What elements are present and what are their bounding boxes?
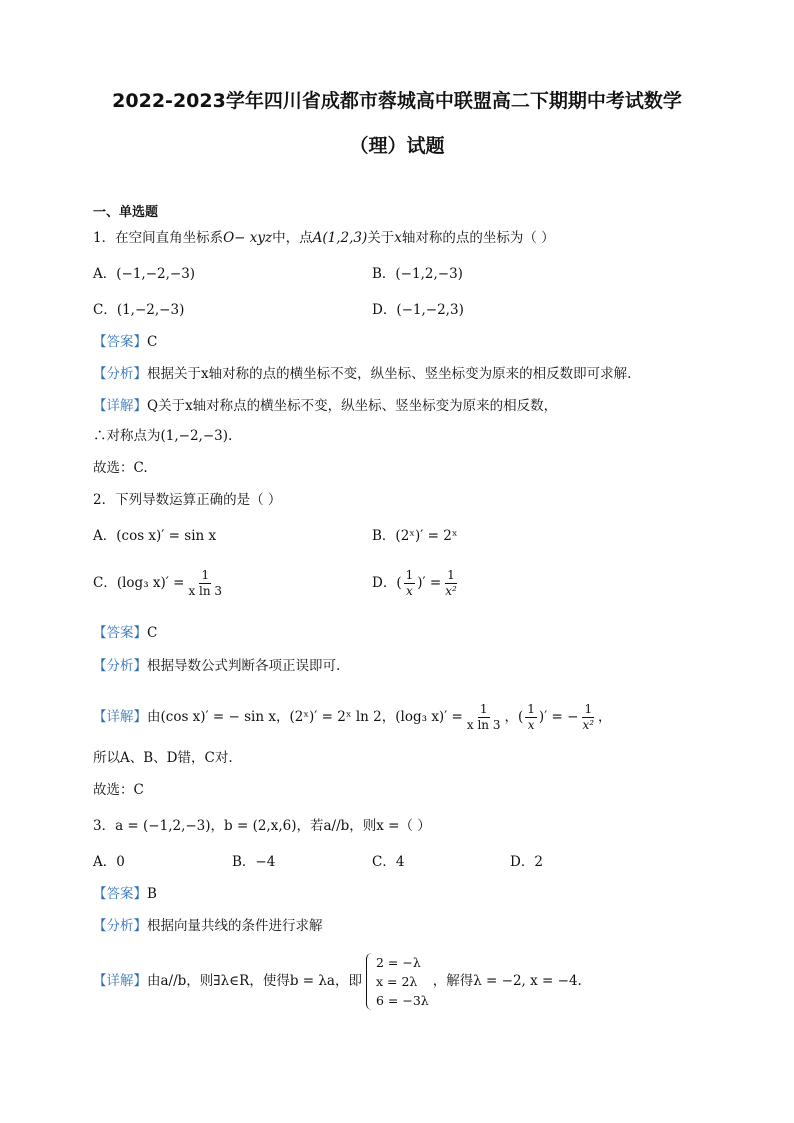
q1-choose: 故选：C. <box>93 460 148 476</box>
q1-stem-text4: 轴对称的点的坐标为（ ） <box>401 230 555 246</box>
q3-detail-result: ，解得λ = −2, x = −4. <box>432 973 582 989</box>
q2-detail: 【详解】由(cos x)′ = − sin x，(2ˣ)′ = 2ˣ ln 2，(log₃ x)′ = $\frac{1}{\text{x ln 3}}$ ，( $\frac{1}{x}$ )′ = − $\frac{1}{\text{x²}}$ ， <box>93 702 612 732</box>
q1-answer <box>93 332 157 352</box>
q3-equation-system <box>366 953 429 1010</box>
q2-answer <box>93 623 157 643</box>
detail-tag: 【详解】 <box>93 398 147 414</box>
system-row-1: 2 = −λ <box>375 955 421 970</box>
fraction-numerator: 1 <box>479 702 488 716</box>
q2-option-b-label: B． <box>372 528 396 544</box>
fraction-denominator: x² <box>582 718 595 732</box>
q2-option-c-formula: (log₃ x)′ = <box>116 575 185 591</box>
q2-detail-formula: ′ = − <box>544 709 579 725</box>
q3-answer <box>93 884 157 904</box>
q1-option-c: C．(1,−2,−3) <box>93 302 185 318</box>
q3-option-b: B．−4 <box>232 854 276 870</box>
fraction-numerator: 1 <box>584 702 593 716</box>
q3-option-d: D．2 <box>510 854 543 870</box>
q2-detail-text: 由(cos x)′ = − sin x，(2ˣ)′ = 2ˣ ln 2，(log₃ x)′ = <box>147 709 463 725</box>
fraction-numerator: 1 <box>201 568 210 582</box>
q1-stem-text2: 中，点 <box>272 230 313 246</box>
q2-analysis-text: 根据导数公式判断各项正误即可. <box>147 658 341 674</box>
q1-axis: x <box>394 230 402 246</box>
q2-option-a-formula: (cos x)′ = sin x <box>116 528 217 544</box>
answer-tag: 【答案】 <box>93 886 147 902</box>
q1-point: A(1,2,3) <box>312 230 368 246</box>
q3-answer-value: B <box>147 886 157 902</box>
detail-tag: 【详解】 <box>93 973 147 989</box>
q2-detail-end: ， <box>598 709 612 725</box>
q3-option-a: A．0 <box>93 854 125 870</box>
fraction-numerator: 1 <box>447 568 455 582</box>
brace-symbol <box>366 953 375 1010</box>
q1-analysis-text: 根据关于x轴对称的点的横坐标不变，纵坐标、竖坐标变为原来的相反数即可求解. <box>147 366 632 382</box>
section-heading: 一、单选题 <box>93 205 159 220</box>
q2-choose: 故选：C <box>93 782 144 798</box>
answer-tag: 【答案】 <box>93 334 147 350</box>
q2-option-c-fraction <box>186 568 224 599</box>
q2-conclusion: 所以A、B、D错，C对. <box>93 750 233 766</box>
q1-stem-text3: 关于 <box>367 230 395 246</box>
fraction-numerator: 1 <box>527 702 535 716</box>
q2-option-d-fraction1 <box>404 568 416 599</box>
q2-option-c-label: C． <box>93 575 117 591</box>
q1-option-b: B．(−1,2,−3) <box>372 266 463 282</box>
q1-stem <box>93 228 555 248</box>
system-row-2: x = 2λ <box>375 974 418 989</box>
q3-option-c: C．4 <box>372 854 405 870</box>
fraction-denominator: x ln 3 <box>188 584 223 598</box>
q2-option-d: D．( $\frac{1}{x}$ )′ = $\frac{1}{\text{x²}}$ <box>372 568 457 598</box>
q2-detail-fraction2 <box>525 702 537 733</box>
q2-detail-fraction1 <box>465 702 503 733</box>
q3-stem: 3．a = (−1,2,−3)，b = (2,x,6)，若a//b，则x =（ ） <box>93 818 431 834</box>
fraction-numerator: 1 <box>405 568 414 582</box>
q1-option-d: D．(−1,−2,3) <box>372 302 464 318</box>
q2-detail-sep: ， <box>504 709 518 725</box>
q1-option-a: A．(−1,−2,−3) <box>93 266 196 282</box>
q2-option-a-label: A． <box>93 528 117 544</box>
q1-detail-text1: Q关于x轴对称点的横坐标不变，纵坐标、竖坐标变为原来的相反数， <box>147 398 558 414</box>
analysis-tag: 【分析】 <box>93 658 147 674</box>
q1-stem-text: 1．在空间直角坐标系 <box>93 230 224 246</box>
fraction-denominator: x ln 3 <box>466 718 501 732</box>
q2-option-b-formula: (2ˣ)′ = 2ˣ <box>395 528 458 544</box>
q2-detail-fraction3 <box>580 702 596 733</box>
q1-answer-value: C <box>147 334 158 350</box>
q2-option-c <box>93 568 226 599</box>
q3-analysis <box>93 916 323 936</box>
fraction-denominator: x <box>406 584 413 598</box>
q3-analysis-text: 根据向量共线的条件进行求解 <box>147 918 323 934</box>
q1-coord-system: O− xyz <box>223 230 273 246</box>
q2-option-d-formula: ′ = <box>422 575 442 591</box>
fraction-denominator: x² <box>445 584 457 598</box>
doc-title-line1: 2022-2023学年四川省成都市蓉城高中联盟高二下期期中考试数学 <box>112 90 682 112</box>
q1-detail <box>93 396 557 416</box>
q2-analysis <box>93 656 340 676</box>
q3-detail <box>93 953 582 1010</box>
doc-title-line2: （理）试题 <box>349 135 445 157</box>
fraction-denominator: x <box>527 718 535 732</box>
q2-option-b <box>372 526 458 546</box>
q2-option-d-label: D． <box>372 575 397 591</box>
analysis-tag: 【分析】 <box>93 366 147 382</box>
q2-stem: 2．下列导数运算正确的是（ ） <box>93 492 282 508</box>
q2-option-d-fraction2 <box>443 568 459 599</box>
analysis-tag: 【分析】 <box>93 918 147 934</box>
detail-tag: 【详解】 <box>93 709 147 725</box>
q1-detail-text2: ∴对称点为(1,−2,−3). <box>93 428 233 444</box>
q1-analysis <box>93 364 631 384</box>
answer-tag: 【答案】 <box>93 625 147 641</box>
system-row-3: 6 = −3λ <box>375 993 429 1008</box>
q3-detail-text: 由a//b，则∃λ∈R，使得b = λa，即 <box>147 973 362 989</box>
q2-answer-value: C <box>147 625 158 641</box>
q2-option-a <box>93 526 216 546</box>
